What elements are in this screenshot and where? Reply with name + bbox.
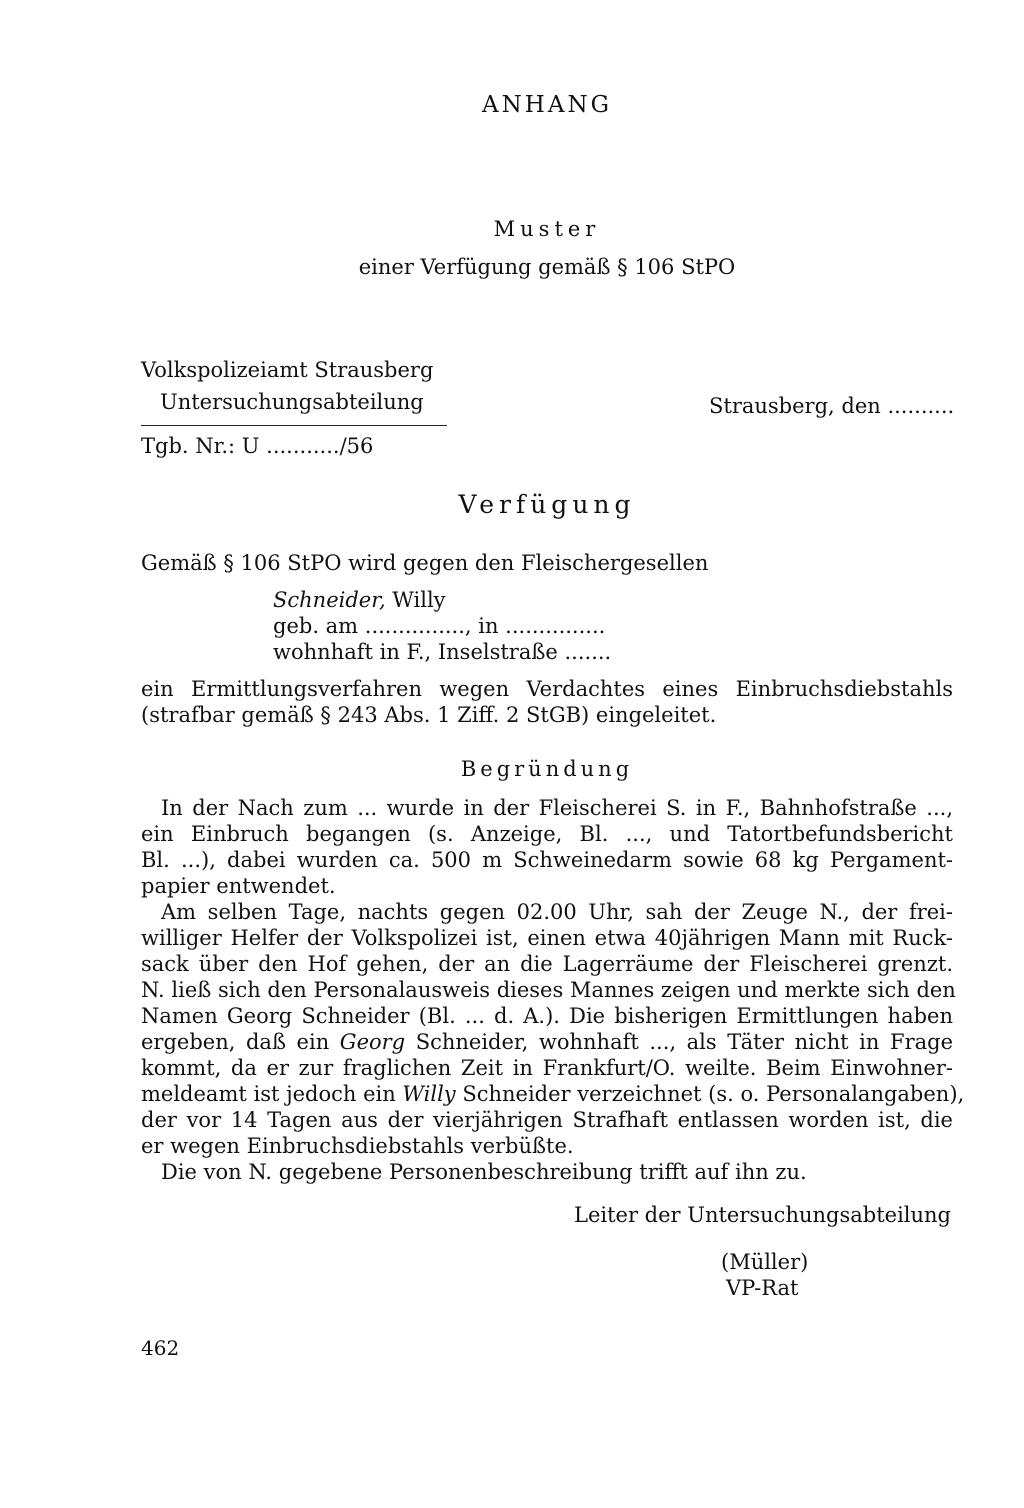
signature-rank: VP-Rat <box>726 1276 799 1300</box>
office-name: Volkspolizeiamt Strausberg <box>141 358 434 382</box>
grounds-text: Schneider verzeichnet (s. o. Personalangaben), <box>455 1082 965 1106</box>
grounds-line: papier entwendet. <box>141 874 336 898</box>
grounds-line: er wegen Einbruchsdiebstahls verbüßte. <box>141 1134 574 1158</box>
suspect-surname: Schneider, <box>273 588 386 612</box>
grounds-line: Die von N. gegebene Personenbeschreibung trifft auf ihn zu. <box>161 1160 807 1184</box>
journal-number: Tgb. Nr.: U .........../56 <box>141 434 374 458</box>
suspect-name <box>273 587 446 613</box>
order-title: Verfügung <box>458 490 636 519</box>
grounds-line <box>141 1081 965 1107</box>
grounds-line: Am selben Tage, nachts gegen 02.00 Uhr, sah der Zeuge N., der frei- <box>161 900 953 924</box>
page-number: 462 <box>141 1336 180 1360</box>
signature-title: Leiter der Untersuchungsabteilung <box>574 1203 951 1227</box>
header-rule <box>141 425 447 426</box>
grounds-emphasis: Willy <box>402 1082 456 1106</box>
form-subtitle: einer Verfügung gemäß § 106 StPO <box>358 255 736 279</box>
grounds-emphasis: Georg <box>339 1030 406 1054</box>
suspect-birth: geb. am ..............., in ............... <box>273 614 606 638</box>
form-title: Muster <box>493 217 601 241</box>
grounds-line: der vor 14 Tagen aus der vierjährigen Strafhaft entlassen worden ist, die <box>141 1108 953 1132</box>
proceedings-line: (strafbar gemäß § 243 Abs. 1 Ziff. 2 StGB) eingeleitet. <box>141 703 717 727</box>
grounds-text: Schneider, wohnhaft ..., als Täter nicht in Frage <box>405 1030 954 1054</box>
grounds-line: sack über den Hof gehen, der an die Lagerräume der Fleischerei grenzt. <box>141 952 953 976</box>
grounds-title: Begründung <box>460 757 634 781</box>
intro-text: Gemäß § 106 StPO wird gegen den Fleischergesellen <box>141 551 709 575</box>
grounds-line: kommt, da er zur fraglichen Zeit in Frankfurt/O. weilte. Beim Einwohner- <box>141 1056 953 1080</box>
grounds-line: williger Helfer der Volkspolizei ist, einen etwa 40jährigen Mann mit Ruck- <box>141 926 953 950</box>
grounds-text: meldeamt ist jedoch ein <box>141 1082 403 1106</box>
suspect-residence: wohnhaft in F., Inselstraße ....... <box>273 640 612 664</box>
grounds-line: Bl. ...), dabei wurden ca. 500 m Schweinedarm sowie 68 kg Pergament- <box>141 848 953 872</box>
department-name: Untersuchungsabteilung <box>160 390 424 414</box>
grounds-line: Namen Georg Schneider (Bl. ... d. A.). Die bisherigen Ermittlungen haben <box>141 1004 953 1028</box>
section-heading: ANHANG <box>482 92 612 118</box>
suspect-first-name: Willy <box>385 588 446 612</box>
grounds-text: ergeben, daß ein <box>141 1030 340 1054</box>
place-date: Strausberg, den .......... <box>709 394 955 418</box>
proceedings-line: ein Ermittlungsverfahren wegen Verdachtes eines Einbruchsdiebstahls <box>141 677 953 701</box>
grounds-line: N. ließ sich den Personalausweis dieses Mannes zeigen und merkte sich den <box>141 978 956 1002</box>
grounds-line <box>141 1029 953 1055</box>
grounds-line: In der Nach zum ... wurde in der Fleischerei S. in F., Bahnhofstraße ..., <box>161 796 953 820</box>
grounds-line: ein Einbruch begangen (s. Anzeige, Bl. ..., und Tatortbefundsbericht <box>141 822 953 846</box>
signature-name: (Müller) <box>721 1250 809 1274</box>
